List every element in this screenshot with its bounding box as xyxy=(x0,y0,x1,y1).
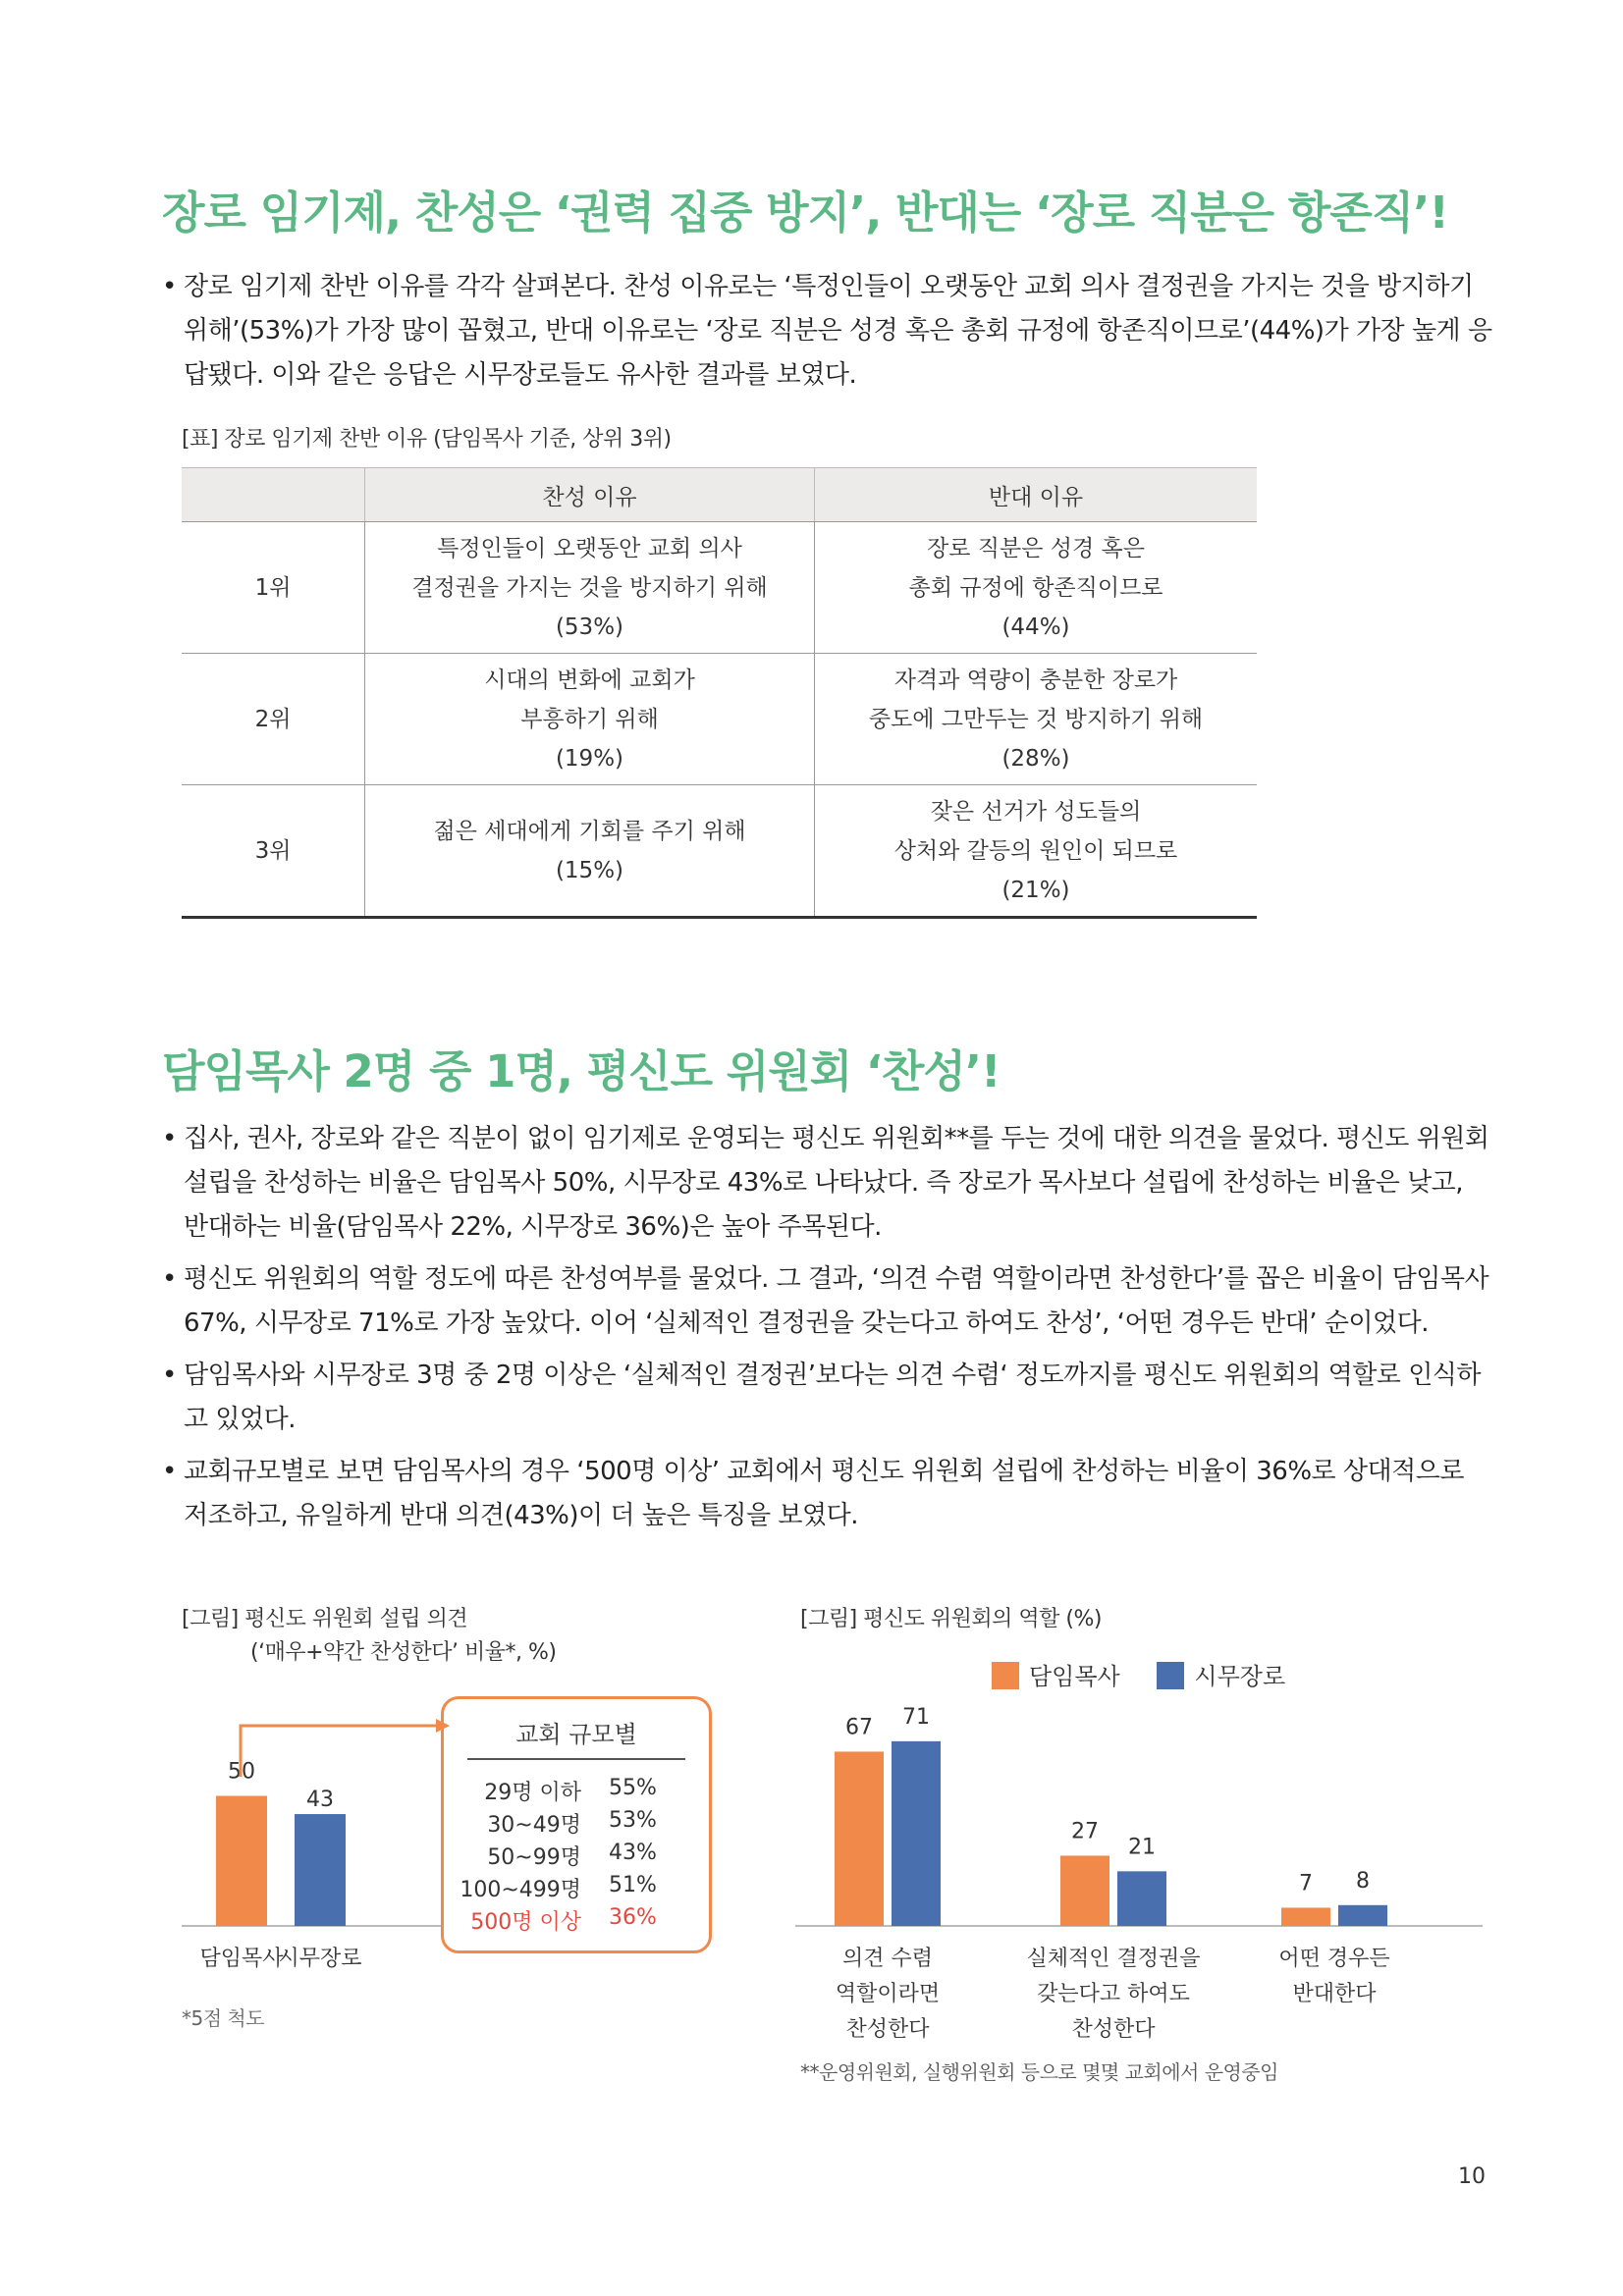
chart2-bar-elder xyxy=(892,1741,941,1926)
size-row-value: 51% xyxy=(609,1873,657,1897)
chart2-value-label: 7 xyxy=(1299,1871,1313,1896)
chart2-bar-pastor xyxy=(1060,1855,1109,1926)
size-row-value: 43% xyxy=(609,1841,657,1865)
chart2-value-label: 67 xyxy=(845,1715,873,1740)
chart2-category-label: 반대한다 xyxy=(1292,1982,1377,2006)
bullet-item: • 장로 임기제 찬반 이유를 각각 살펴본다. 찬성 이유로는 ‘특정인들이 오랫동안 교회 의사 결정권을 가지는 것을 방지하기 위해’(53%)가 가장 많이 꼽혔고, 반대 이유로는 ‘장로 직분은 성경 혹은 총회 규정에 항존직이므로’(44%)가 가장 높게 응답됐다. 이와 같은 응답은 시무장로들도 유사한 결과를 보였다. xyxy=(162,265,1492,398)
chart1-bar xyxy=(295,1814,346,1926)
table-row xyxy=(182,654,1257,785)
chart2-category-label: 찬성한다 xyxy=(1071,2017,1156,2042)
reasons-table xyxy=(182,467,1257,919)
legend-item-pastor: 담임목사 xyxy=(992,1663,1120,1690)
table-header-empty xyxy=(182,468,365,522)
chart1-bar xyxy=(216,1796,267,1927)
size-row-highlight xyxy=(444,1905,709,1937)
section1-heading: 장로 임기제, 찬성은 ‘권력 집중 방지’, 반대는 ‘장로 직분은 항존직’! xyxy=(162,187,1448,239)
con-cell: 장로 직분은 성경 혹은 총회 규정에 항존직이므로 (44%) xyxy=(815,522,1258,654)
bullet-item: • 집사, 권사, 장로와 같은 직분이 없이 임기제로 운영되는 평신도 위원회**를 두는 것에 대한 의견을 물었다. 평신도 위원회 설립을 찬성하는 비율은 담임목사 50%, 시무장로 43%로 나타났다. 즉 장로가 목사보다 설립에 찬성하는 비율은 낮고, 반대하는 비율(담임목사 22%, 시무장로 36%)은 높아 주목된다. xyxy=(162,1117,1492,1250)
rank-cell: 2위 xyxy=(182,654,365,785)
legend-item-elder: 시무장로 xyxy=(1157,1663,1285,1690)
bullet-item: • 교회규모별로 보면 담임목사의 경우 ‘500명 이상’ 교회에서 평신도 위원회 설립에 찬성하는 비율이 36%로 상대적으로 저조하고, 유일하게 반대 의견(43%)이 더 높은 특징을 보였다. xyxy=(162,1450,1492,1538)
con-cell: 잦은 선거가 성도들의 상처와 갈등의 원인이 되므로 (21%) xyxy=(815,785,1258,918)
bullet-item: • 평신도 위원회의 역할 정도에 따른 찬성여부를 물었다. 그 결과, ‘의견 수렴 역할이라면 찬성한다’를 꼽은 비율이 담임목사 67%, 시무장로 71%로 가장 높았다. 이어 ‘실체적인 결정권을 갖는다고 하여도 찬성’, ‘어떤 경우든 반대’ 순이었다. xyxy=(162,1257,1492,1346)
table-row xyxy=(182,522,1257,654)
pro-cell: 젊은 세대에게 기회를 주기 위해 (15%) xyxy=(365,785,815,918)
chart2-value-label: 21 xyxy=(1128,1835,1156,1860)
chart2-footnote: **운영위원회, 실행위원회 등으로 몇몇 교회에서 운영중임 xyxy=(800,2060,1279,2084)
chart2-bar-elder xyxy=(1338,1905,1387,1926)
size-row-value: 36% xyxy=(609,1905,657,1930)
size-row xyxy=(444,1776,709,1807)
chart2-committee-role xyxy=(785,1669,1492,2042)
section2-bullets xyxy=(162,1117,1492,1546)
chart1-footnote: *5점 척도 xyxy=(182,2006,265,2030)
chart2-value-label: 8 xyxy=(1356,1868,1370,1894)
chart1-establishment-opinion xyxy=(157,1669,452,1993)
bullet-item: • 담임목사와 시무장로 3명 중 2명 이상은 ‘실체적인 결정권’보다는 의견 수렴‘ 정도까지를 평신도 위원회의 역할로 인식하고 있었다. xyxy=(162,1354,1492,1442)
chart1-category-label: 담임목사 xyxy=(199,1947,284,1971)
pro-cell: 특정인들이 오랫동안 교회 의사 결정권을 가지는 것을 방지하기 위해 (53%) xyxy=(365,522,815,654)
chart2-category-label: 어떤 경우든 xyxy=(1278,1947,1390,1971)
table-caption: [표] 장로 임기제 찬반 이유 (담임목사 기준, 상위 3위) xyxy=(182,427,672,452)
chart2-value-label: 71 xyxy=(902,1704,930,1730)
size-row-label: 30~49명 xyxy=(487,1813,581,1838)
chart1-connector-line xyxy=(241,1726,438,1777)
size-row-value: 55% xyxy=(609,1776,657,1800)
rank-cell: 3위 xyxy=(182,785,365,918)
chart2-bar-pastor xyxy=(835,1751,884,1926)
size-row xyxy=(444,1873,709,1904)
table-header-con: 반대 이유 xyxy=(815,468,1258,522)
chart2-category-label: 역할이라면 xyxy=(835,1982,941,2006)
con-cell: 자격과 역량이 충분한 장로가 중도에 그만두는 것 방지하기 위해 (28%) xyxy=(815,654,1258,785)
page-number: 10 xyxy=(1458,2164,1486,2189)
chart1-value-label: 43 xyxy=(306,1788,334,1813)
chart1-title: [그림] 평신도 위원회 설립 의견 xyxy=(182,1607,468,1631)
size-row-value: 53% xyxy=(609,1808,657,1833)
chart2-value-label: 27 xyxy=(1071,1819,1099,1844)
section1-bullets xyxy=(162,265,1492,405)
size-row-label: 50~99명 xyxy=(487,1845,581,1870)
size-row xyxy=(444,1841,709,1872)
chart2-category-label: 찬성한다 xyxy=(845,2017,930,2042)
chart2-title: [그림] 평신도 위원회의 역할 (%) xyxy=(800,1607,1102,1631)
table-header-pro: 찬성 이유 xyxy=(365,468,815,522)
size-box-rule xyxy=(467,1758,685,1760)
size-box-title: 교회 규모별 xyxy=(515,1721,637,1748)
size-row-label: 100~499명 xyxy=(460,1878,581,1902)
chart2-category-label: 갖는다고 하여도 xyxy=(1037,1982,1190,2006)
chart2-bar-elder xyxy=(1117,1871,1166,1926)
size-row-label: 500명 이상 xyxy=(470,1910,581,1935)
chart2-category-label: 실체적인 결정권을 xyxy=(1026,1947,1201,1971)
size-row xyxy=(444,1808,709,1840)
size-row-label: 29명 이하 xyxy=(484,1781,581,1805)
church-size-box xyxy=(441,1696,712,1953)
chart1-category-label: 시무장로 xyxy=(278,1947,362,1971)
pro-cell: 시대의 변화에 교회가 부흥하기 위해 (19%) xyxy=(365,654,815,785)
chart1-subtitle: (‘매우+약간 찬성한다’ 비율*, %) xyxy=(250,1640,557,1665)
chart2-category-label: 의견 수렴 xyxy=(841,1947,934,1971)
table-row xyxy=(182,785,1257,918)
chart1-value-label: 50 xyxy=(228,1759,255,1785)
chart2-bar-pastor xyxy=(1281,1907,1330,1926)
rank-cell: 1위 xyxy=(182,522,365,654)
section2-heading: 담임목사 2명 중 1명, 평신도 위원회 ‘찬성’! xyxy=(162,1045,1001,1097)
